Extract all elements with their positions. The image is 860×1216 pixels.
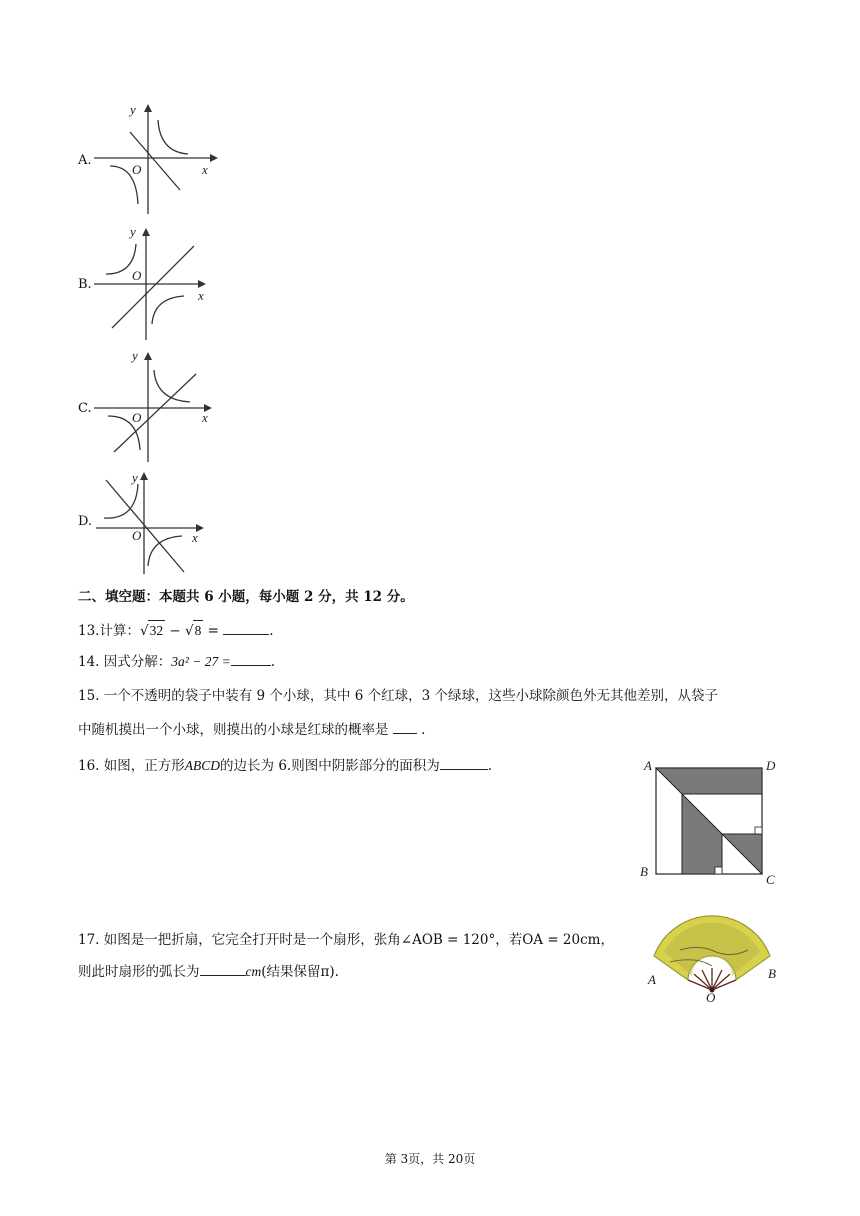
q13-prefix: 计算： xyxy=(99,623,140,639)
question-16 xyxy=(78,756,492,776)
q16-square-name: ABCD xyxy=(184,758,221,773)
origin-label: O xyxy=(132,268,142,283)
q14-num: 14. xyxy=(78,654,100,670)
axis-x-label: x xyxy=(198,288,204,303)
folding-fan-image xyxy=(640,922,786,1006)
question-15-line-1: 15. 一个不透明的袋子中装有 9 个小球，其中 6 个红球，3 个绿球，这些小球除颜色外无其他差别，从袋子 xyxy=(78,688,718,704)
q14-suffix: . xyxy=(270,654,275,670)
origin-label: O xyxy=(132,528,142,543)
q13-radicand-1: 32 xyxy=(148,620,166,641)
question-13: 13.计算：√32 − √8 = . xyxy=(78,620,274,641)
square-figure xyxy=(636,754,786,888)
option-d-label: D. xyxy=(78,514,93,529)
question-14 xyxy=(78,652,275,672)
q16-text-a: 如图，正方形 xyxy=(103,758,185,774)
option-a-graph xyxy=(92,100,222,218)
section-title: 二、填空题：本题共 6 小题，每小题 2 分，共 12 分。 xyxy=(78,589,414,605)
page-footer: 第 3页，共 20页 xyxy=(384,1152,476,1166)
q15-text: 中随机摸出一个小球，则摸出的小球是红球的概率是 xyxy=(78,722,389,738)
option-b-label: B. xyxy=(78,277,92,292)
q13-suffix: . xyxy=(269,623,274,639)
axis-y-label: y xyxy=(130,102,136,117)
answer-blank[interactable] xyxy=(440,757,488,770)
answer-blank[interactable] xyxy=(393,721,417,734)
sqrt-icon: √ xyxy=(185,623,194,639)
option-d-graph xyxy=(92,468,222,578)
q17-unit: cm xyxy=(245,964,262,979)
question-17-line-2 xyxy=(78,962,339,982)
vertex-a-label: A xyxy=(644,758,652,773)
vertex-b-label: B xyxy=(640,864,648,879)
q15-suffix: . xyxy=(421,722,426,738)
vertex-c-label: C xyxy=(766,872,775,887)
question-15-line-2 xyxy=(78,720,425,740)
sqrt-icon: √ xyxy=(139,623,149,639)
answer-blank[interactable] xyxy=(231,653,271,666)
q14-prefix: 因式分解： xyxy=(103,654,172,670)
axis-x-label: x xyxy=(192,530,198,545)
fan-point-o-label: O xyxy=(706,990,716,1005)
q16-text-b: 的边长为 6.则图中阴影部分的面积为 xyxy=(220,758,440,774)
q16-num: 16. xyxy=(78,758,100,774)
axis-y-label: y xyxy=(132,470,138,485)
origin-label: O xyxy=(132,162,142,177)
q16-suffix: . xyxy=(487,758,492,774)
origin-label: O xyxy=(132,410,142,425)
fan-point-b-label: B xyxy=(768,966,776,981)
answer-blank[interactable] xyxy=(200,963,246,976)
q17-text-a: 则此时扇形的弧长为 xyxy=(78,964,200,980)
fan-point-a-label: A xyxy=(648,972,656,987)
option-b-graph xyxy=(92,222,222,342)
q14-expr: 3a² − 27 = xyxy=(171,654,231,669)
axis-x-label: x xyxy=(202,410,208,425)
option-c-graph xyxy=(92,346,222,466)
q13-num: 13. xyxy=(78,623,100,639)
axis-y-label: y xyxy=(130,224,136,239)
q17-text-b: (结果保留π). xyxy=(261,964,339,980)
question-17-line-1: 17. 如图是一把折扇，它完全打开时是一个扇形，张角∠AOB = 120°，若OA = 20cm， xyxy=(78,932,614,948)
answer-blank[interactable] xyxy=(223,622,269,635)
axis-y-label: y xyxy=(132,348,138,363)
axis-x-label: x xyxy=(202,162,208,177)
option-a-label: A. xyxy=(78,153,92,168)
q13-radicand-2: 8 xyxy=(193,620,204,641)
option-c-label: C. xyxy=(78,401,92,416)
vertex-d-label: D xyxy=(766,758,776,773)
